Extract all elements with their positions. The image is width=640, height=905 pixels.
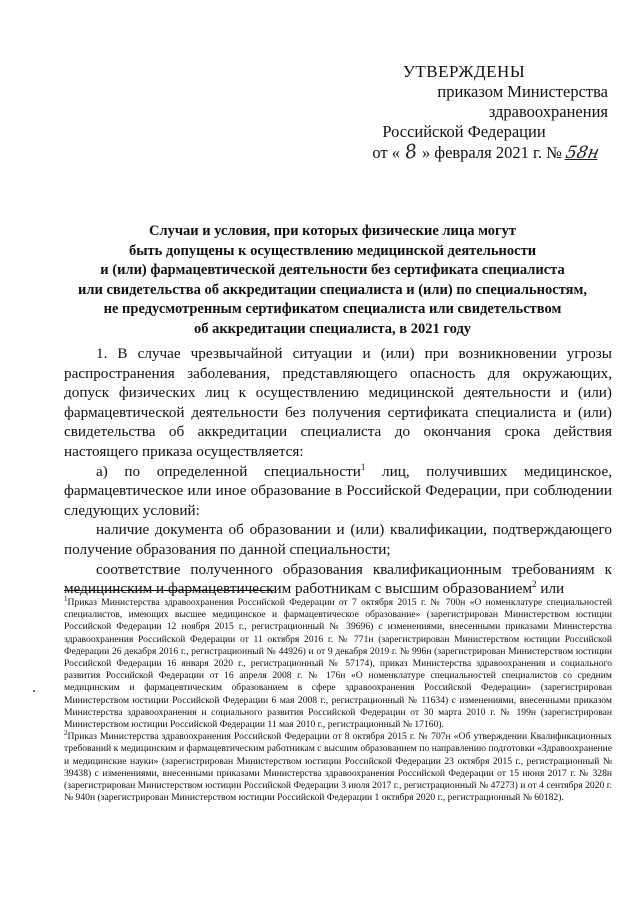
footnote-2-text: Приказ Министерства здравоохранения Российской Федерации от 8 октября 2015 г. № 707н «Об утверждении Квалификационных требований к медицинским и фармацевтическим работникам с высшим образованием по направлению подготовки «Здравоохранение и медицинские науки» (зарегистрирован Министерством юстиции Российской Федерации 23 октября 2015 г., регистрационный № 39438) с изменениями, внесенными приказами Министерства здравоохранения Российской Федерации от 15 июня 2017 г. № 328н (зарегистрирован Министерством юстиции Российской Федерации 3 июля 2017 г., регистрационный № 47273) и от 4 сентября 2020 г. № 940н (зарегистрирован Министерством юстиции Российской Федерации 1 октября 2020 г., регистрационный № 60182). <box>64 731 612 804</box>
scan-artifact <box>33 690 35 692</box>
title-line: и (или) фармацевтической деятельности без сертификата специалиста <box>100 262 565 279</box>
footnote-1 <box>64 594 612 731</box>
paragraph-2-start: а) по определенной специальности <box>96 462 361 480</box>
body-text <box>64 344 612 599</box>
footnote-ref-2: 2 <box>532 579 537 590</box>
title-line: об аккредитации специалиста, в 2021 году <box>193 320 472 337</box>
paragraph-2 <box>64 462 612 521</box>
paragraph-1: 1. В случае чрезвычайной ситуации и (или) при возникновении угрозы распространения заболевания, представляющего опасность для окружающих, допуск физических лиц к осуществлению медицинской деятельности и (или) фармацевтической деятельности без получения сертификата специалиста и (или) свидетельства об аккредитации специалиста до окончания срока действия настоящего приказа осуществляется: <box>64 345 612 460</box>
footnote-divider <box>64 590 274 591</box>
approval-date-line <box>320 142 608 163</box>
handwritten-day: 8 <box>403 140 419 164</box>
paragraph-4 <box>64 560 612 599</box>
title-line: Случаи и условия, при которых физические лица могут <box>148 223 517 239</box>
approval-block <box>320 62 608 163</box>
handwritten-order-number: 58н <box>563 143 601 163</box>
title-line: быть допущены к осуществлению медицинской деятельности <box>128 242 537 259</box>
document-title <box>40 222 625 340</box>
paragraph-4-end: или <box>536 580 565 598</box>
footnote-2-marker: 2 <box>64 729 68 738</box>
title-line: не предусмотренным сертификатом специалиста или свидетельством <box>103 301 562 318</box>
title-line: или свидетельства об аккредитации специалиста и (или) по специальностям, <box>78 281 587 298</box>
paragraph-3: наличие документа об образовании и (или) квалификации, подтверждающего получение образования по данной специальности; <box>64 521 612 558</box>
approval-date-prefix: от « <box>372 143 400 162</box>
footnote-ref-1: 1 <box>360 461 366 472</box>
paragraph-2-end: лиц, получивших медицинское, фармацевтическое или иное образование в Российской Федерации, при соблюдении следующих условий: <box>64 462 612 519</box>
paragraph-4-start: соответствие полученного образования квалификационным требованиям к медицинским и фармацевтическим работникам с высшим образованием <box>64 560 612 598</box>
footnote-2 <box>64 731 612 804</box>
approval-title: УТВЕРЖДЕНЫ <box>402 62 526 81</box>
approval-ministry: приказом Министерства здравоохранения <box>437 82 608 121</box>
footnote-1-text: Приказ Министерства здравоохранения Российской Федерации от 7 октября 2015 г. № 700н «О номенклатуре специальностей специалистов, имеющих высшее медицинское и фармацевтическое образование» (зарегистрирован Министерством юстиции Российской Федерации 12 ноября 2015 г., регистрационный № 39696) с изменениями, внесенными приказами Министерства здравоохранения Российской Федерации от 11 октября 2016 г. № 771н (зарегистрирован Министерством юстиции Российской Федерации 26 декабря 2016 г., регистрационный № 44926) и от 9 декабря 2019 г. № 996н (зарегистрирован Министерством юстиции Российской Федерации 16 января 2020 г., регистрационный № 57174), приказ Министерства здравоохранения и социального развития Российской Федерации от 16 апреля 2008 г. № 176н «О номенклатуре специальностей специалистов со средним медицинским и фармацевтическим образованием в сфере здравоохранения Российской Федерации» (зарегистрирован Министерством юстиции Российской Федерации 6 мая 2008 г., регистрационный № 11634) с изменениями, внесенными приказом Министерства здравоохранения и социального развития Российской Федерации от 30 марта 2010 г. № 199н (зарегистрирован Министерством юстиции Российской Федерации 11 мая 2010 г., регистрационный № 17160). <box>64 597 612 731</box>
approval-date-middle: » февраля 2021 г. № <box>422 143 562 162</box>
footnote-1-marker: 1 <box>64 594 68 603</box>
footnotes <box>64 594 612 804</box>
approval-federation: Российской Федерации <box>382 122 546 141</box>
